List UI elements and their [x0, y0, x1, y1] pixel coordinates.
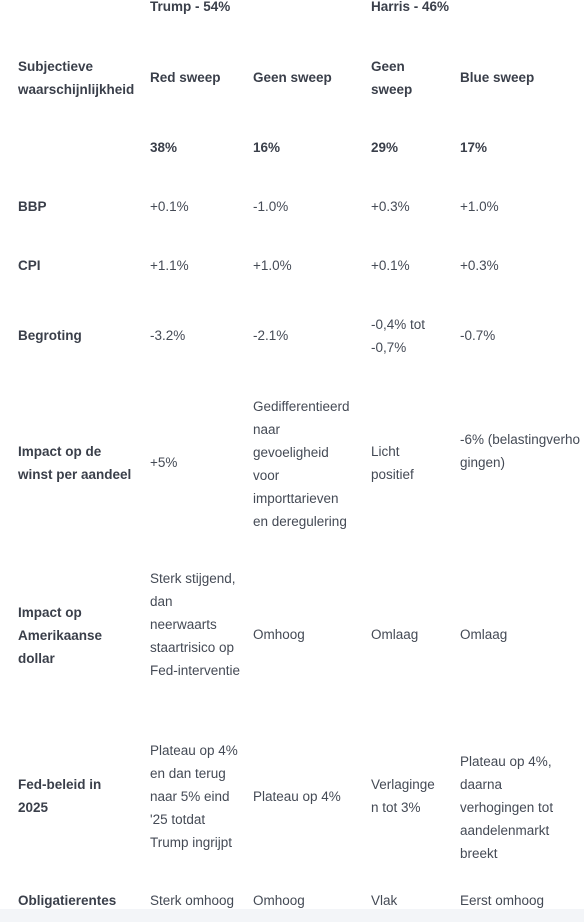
- winst-geen-sweep-trump: Gedifferentieerd naar gevoeligheid voor importtarieven en deregulering: [253, 399, 350, 529]
- probability-label: Subjectieve waarschijnlijkheid: [18, 59, 135, 97]
- obligatie-red-sweep: Sterk omhoog: [150, 893, 235, 908]
- begroting-red-sweep: -3.2%: [150, 328, 186, 343]
- harris-header: Harris - 46%: [371, 0, 450, 14]
- probability-geen-sweep-harris: 29%: [371, 140, 399, 155]
- begroting-blue-sweep: -0.7%: [460, 328, 496, 343]
- dollar-geen-sweep-trump: Omhoog: [253, 627, 305, 642]
- obligatie-geen-sweep-harris: Vlak: [371, 893, 398, 908]
- row-label-fed-beleid: Fed-beleid in 2025: [18, 777, 102, 815]
- scenario-blue-sweep: Blue sweep: [460, 70, 535, 85]
- begroting-geen-sweep-harris: -0,4% tot -0,7%: [371, 317, 426, 355]
- row-label-winst-per-aandeel: Impact op de winst per aandeel: [18, 444, 132, 482]
- fed-blue-sweep: Plateau op 4%, daarna verhogingen tot aandelenmarkt breekt: [460, 754, 554, 861]
- cpi-geen-sweep-trump: +1.0%: [253, 258, 292, 273]
- dollar-blue-sweep: Omlaag: [460, 627, 508, 642]
- row-label-begroting: Begroting: [18, 328, 82, 343]
- scenario-geen-sweep-harris: Geen sweep: [371, 59, 413, 97]
- probability-red-sweep: 38%: [150, 140, 178, 155]
- cpi-blue-sweep: +0.3%: [460, 258, 499, 273]
- dollar-geen-sweep-harris: Omlaag: [371, 627, 419, 642]
- scenario-red-sweep: Red sweep: [150, 70, 221, 85]
- obligatie-blue-sweep: Eerst omhoog: [460, 893, 545, 908]
- winst-geen-sweep-harris: Licht positief: [371, 444, 414, 482]
- bbp-blue-sweep: +1.0%: [460, 199, 499, 214]
- dollar-red-sweep: Sterk stijgend, dan neerwaarts staartrisico op Fed-interventie: [150, 571, 241, 678]
- fed-red-sweep: Plateau op 4% en dan terug naar 5% eind '25 totdat Trump ingrijpt: [150, 743, 238, 850]
- fed-geen-sweep-trump: Plateau op 4%: [253, 789, 341, 804]
- probability-blue-sweep: 17%: [460, 140, 488, 155]
- begroting-geen-sweep-trump: -2.1%: [253, 328, 289, 343]
- cpi-geen-sweep-harris: +0.1%: [371, 258, 410, 273]
- row-label-bbp: BBP: [18, 199, 47, 214]
- winst-blue-sweep: -6% (belastingverhogingen): [460, 432, 581, 470]
- bbp-geen-sweep-trump: -1.0%: [253, 199, 289, 214]
- bbp-red-sweep: +0.1%: [150, 199, 189, 214]
- obligatie-geen-sweep-trump: Omhoog: [253, 893, 305, 908]
- bbp-geen-sweep-harris: +0.3%: [371, 199, 410, 214]
- row-label-cpi: CPI: [18, 258, 41, 273]
- row-label-obligatierentes: Obligatierentes: [18, 893, 117, 908]
- cpi-red-sweep: +1.1%: [150, 258, 189, 273]
- fed-geen-sweep-harris: Verlagingen tot 3%: [371, 777, 435, 815]
- trump-header: Trump - 54%: [150, 0, 231, 14]
- scenario-geen-sweep-trump: Geen sweep: [253, 70, 332, 85]
- winst-red-sweep: +5%: [150, 455, 178, 470]
- probability-geen-sweep-trump: 16%: [253, 140, 281, 155]
- bottom-scroll-band: [0, 909, 584, 922]
- row-label-dollar: Impact op Amerikaanse dollar: [18, 605, 103, 666]
